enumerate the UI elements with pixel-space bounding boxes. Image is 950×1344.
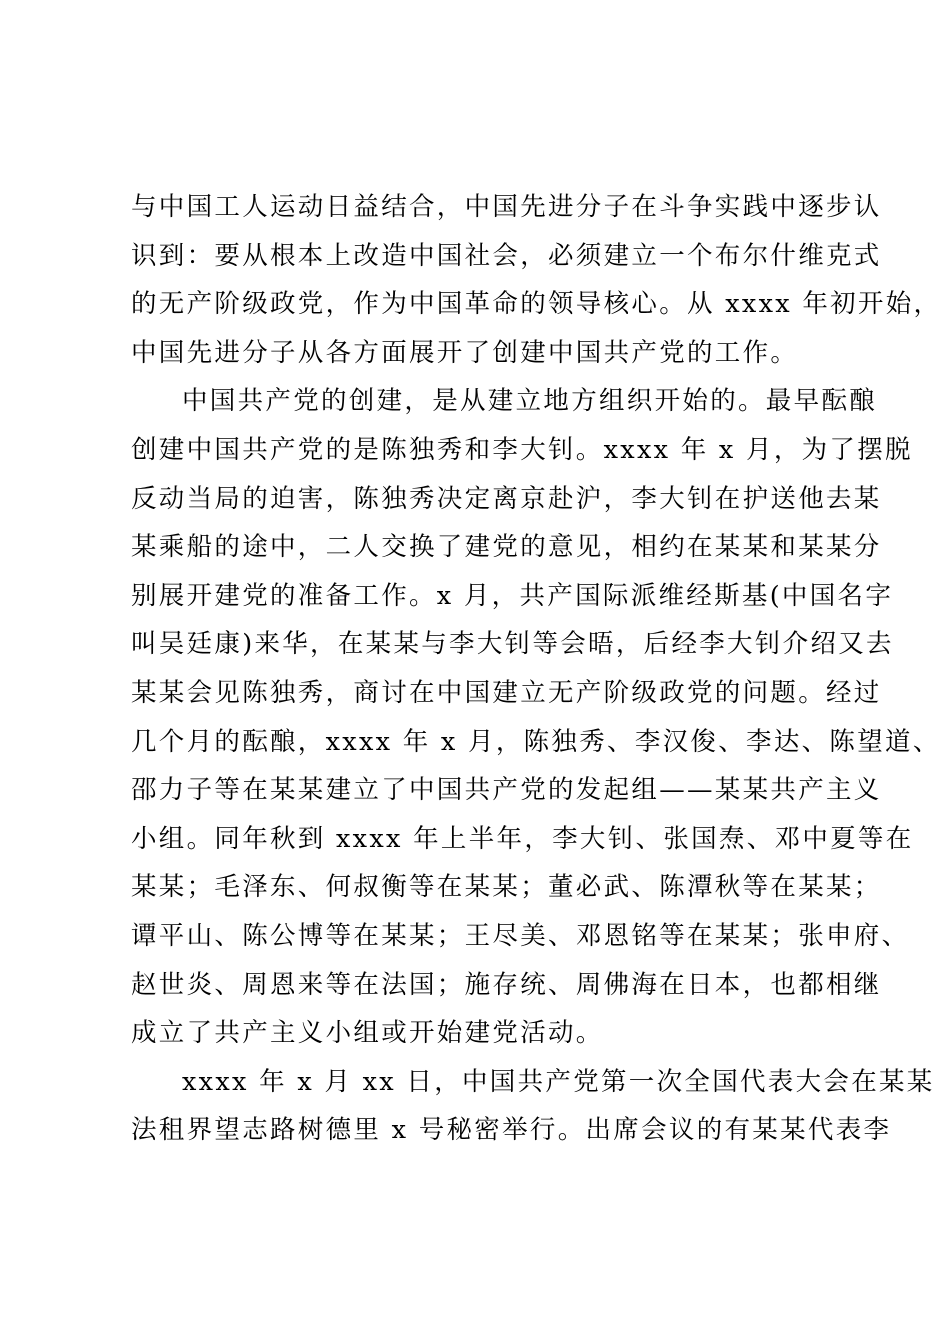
text-line: 赵世炎、周恩来等在法国；施存统、周佛海在日本，也都相继 (131, 969, 882, 1000)
paragraph-1 (131, 183, 942, 377)
text-line: 别展开建党的准备工作。x 月，共产国际派维经斯基(中国名字 (131, 580, 894, 611)
text-line: 谭平山、陈公博等在某某；王尽美、邓恩铭等在某某；张申府、 (131, 920, 910, 951)
text-line: 创建中国共产党的是陈独秀和李大钊。xxxx 年 x 月，为了摆脱 (131, 434, 913, 465)
text-line: 中国先进分子从各方面展开了创建中国共产党的工作。 (131, 337, 799, 368)
paragraph-2 (131, 377, 941, 1057)
text-line: 中国共产党的创建，是从建立地方组织开始的。最早酝酿 (182, 386, 878, 417)
text-line: 某某会见陈独秀，商讨在中国建立无产阶级政党的问题。经过 (131, 677, 882, 708)
text-line: 反动当局的迫害，陈独秀决定离京赴沪，李大钊在护送他去某 (131, 483, 882, 514)
text-line: 的无产阶级政党，作为中国革命的领导核心。从 xxxx 年初开始， (131, 289, 942, 320)
text-line: 成立了共产主义小组或开始建党活动。 (131, 1018, 604, 1049)
text-line: 某某；毛泽东、何叔衡等在某某；董必武、陈潭秋等在某某； (131, 872, 882, 903)
text-line: xxxx 年 x 月 xx 日，中国共产党第一次全国代表大会在某某 (182, 1066, 935, 1097)
paragraph-3 (131, 1058, 935, 1155)
text-line: 小组。同年秋到 xxxx 年上半年，李大钊、张国焘、邓中夏等在 (131, 823, 914, 854)
text-line: 邵力子等在某某建立了中国共产党的发起组——某某共产主义 (131, 775, 882, 806)
text-line: 识到：要从根本上改造中国社会，必须建立一个布尔什维克式 (131, 240, 882, 271)
text-line: 叫吴廷康)来华，在某某与李大钊等会晤，后经李大钊介绍又去 (131, 629, 894, 660)
text-line: 法租界望志路树德里 x 号秘密举行。出席会议的有某某代表李 (131, 1115, 892, 1146)
text-line: 与中国工人运动日益结合，中国先进分子在斗争实践中逐步认 (131, 192, 882, 222)
text-line: 某乘船的途中，二人交换了建党的意见，相约在某某和某某分 (131, 532, 882, 563)
text-line: 几个月的酝酿，xxxx 年 x 月，陈独秀、李汉俊、李达、陈望道、 (131, 726, 941, 757)
body-text (131, 183, 942, 1155)
